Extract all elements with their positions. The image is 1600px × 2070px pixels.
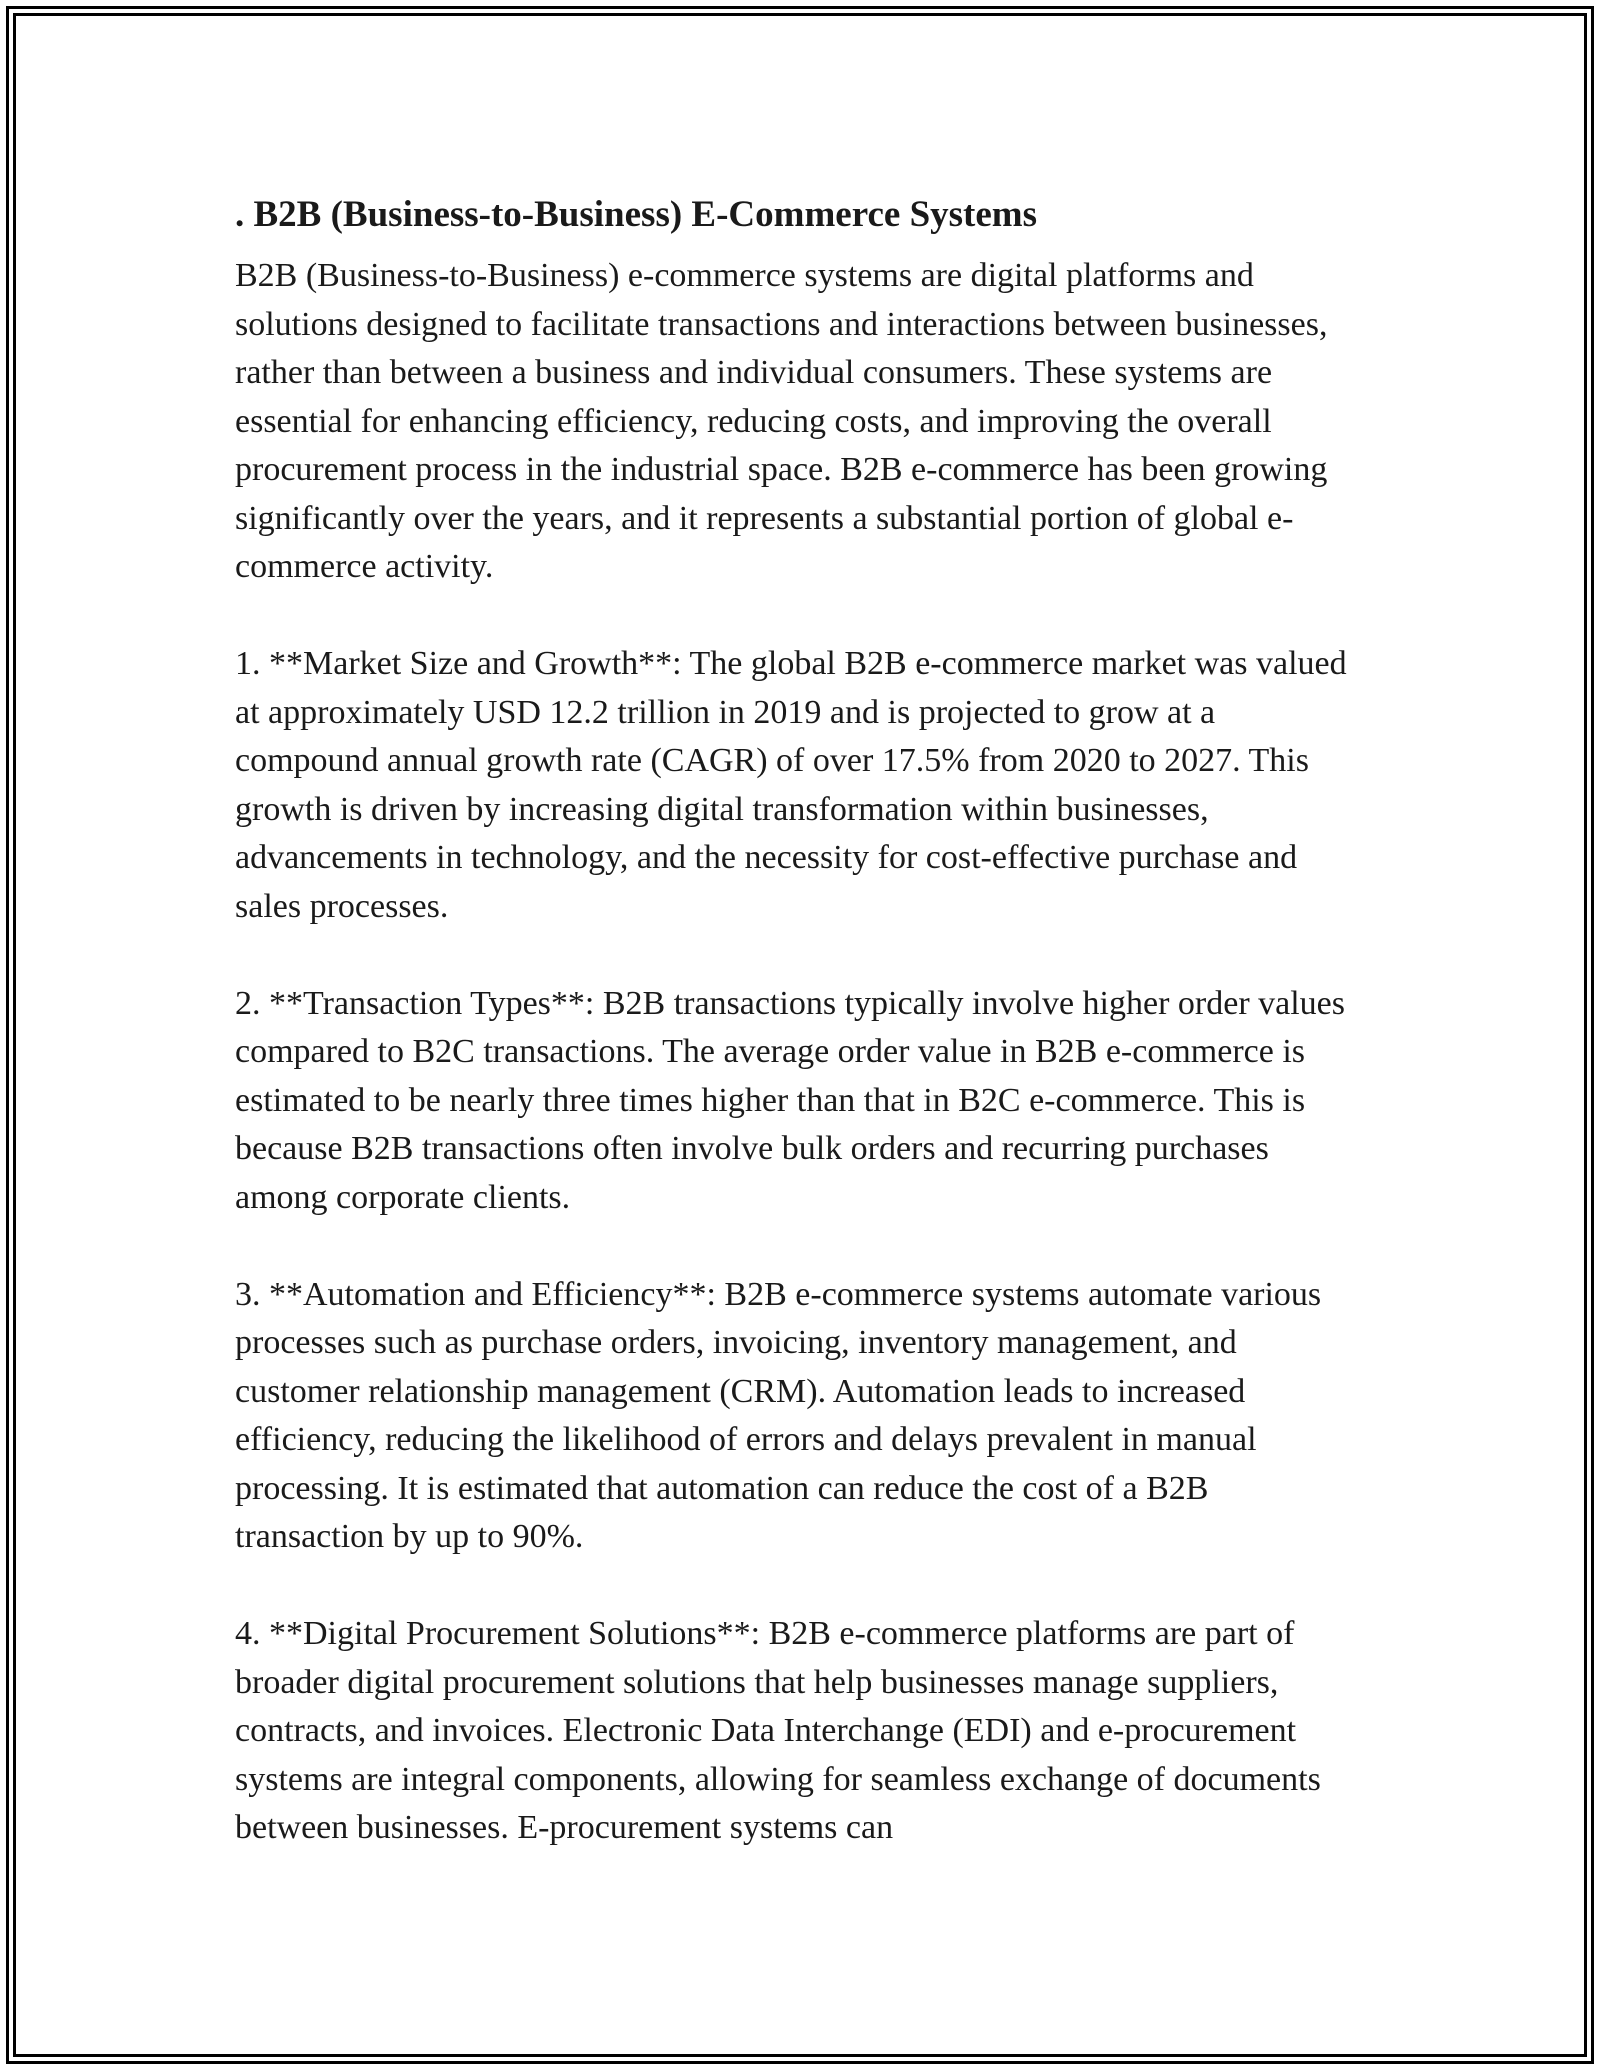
paragraph-automation: 3. **Automation and Efficiency**: B2B e-commerce systems automate various processes such as purchase orders, invoicing, inventory management, and customer relationship management (CRM). Automation leads to increased efficiency, reducing the likelihood of errors and delays prevalent in manual processing. It is estimated that automation can reduce the cost of a B2B transaction by up to 90%. xyxy=(235,1275,1322,1555)
paragraph-digital-procurement: 4. **Digital Procurement Solutions**: B2B e-commerce platforms are part of broader digital procurement solutions that help businesses manage suppliers, contracts, and invoices. Electronic Data Interchange (EDI) and e-procurement systems are integral components, allowing for seamless exchange of documents between businesses. E-procurement systems can xyxy=(235,1615,1321,1846)
paragraph-transaction-types: 2. **Transaction Types**: B2B transactions typically involve higher order values compared to B2C transactions. The average order value in B2B e-commerce is estimated to be nearly three times higher than that in B2C e-commerce. This is because B2B transactions often involve bulk orders and recurring purchases among corporate clients. xyxy=(235,984,1345,1216)
document-title: . B2B (Business-to-Business) E-Commerce Systems xyxy=(235,194,1038,235)
document-body xyxy=(235,184,1365,1901)
paragraph-market-size: 1. **Market Size and Growth**: The global B2B e-commerce market was valued at approximately USD 12.2 trillion in 2019 and is projected to grow at a compound annual growth rate (CAGR) of over 17.5% from 2020 to 2027. This growth is driven by increasing digital transformation within businesses, advancements in technology, and the necessity for cost-effective purchase and sales processes. xyxy=(235,645,1347,925)
intro-paragraph: B2B (Business-to-Business) e-commerce systems are digital platforms and solutions designed to facilitate transactions and interactions between businesses, rather than between a business and individual consumers. These systems are essential for enhancing efficiency, reducing costs, and improving the overall procurement process in the industrial space. B2B e-commerce has been growing significantly over the years, and it represents a substantial portion of global e-commerce activity. xyxy=(235,257,1328,585)
